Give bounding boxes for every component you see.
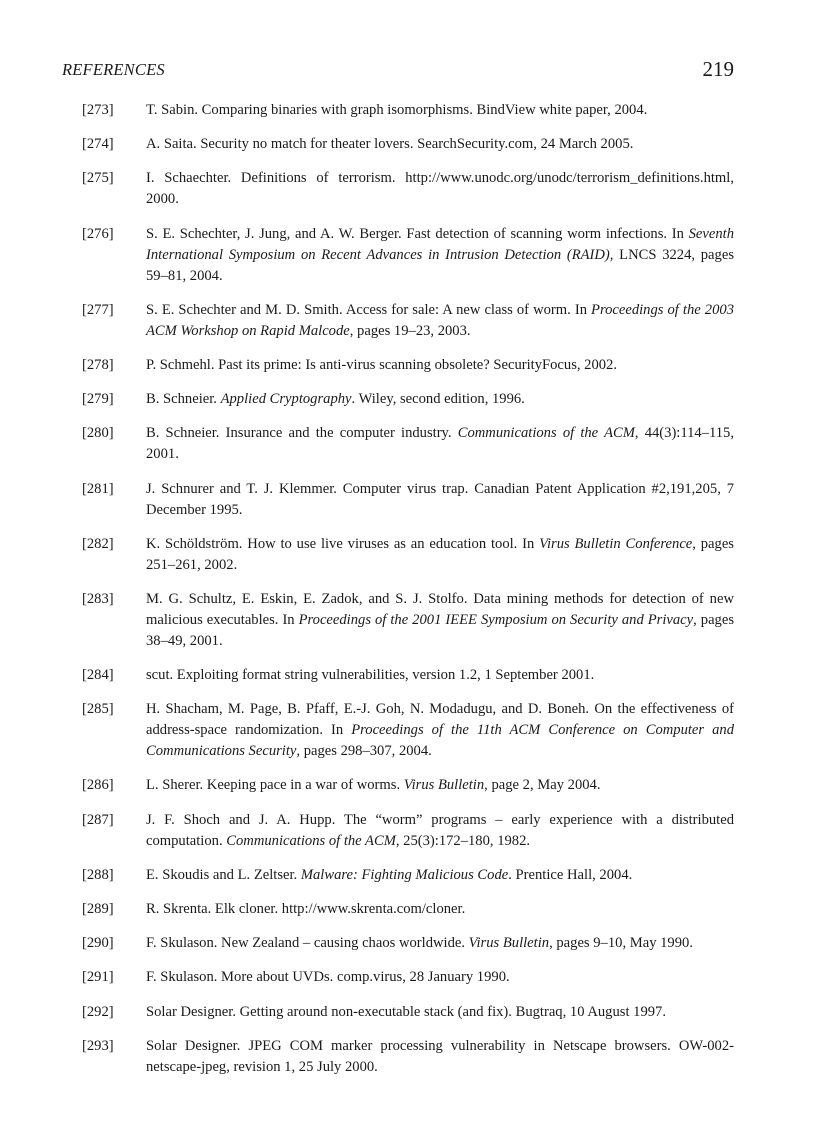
reference-entry [62,810,734,852]
reference-text [146,224,734,287]
reference-entry [62,423,734,465]
reference-entry [62,355,734,376]
reference-text-segment: E. Skoudis and L. Zeltser. [146,866,301,883]
reference-label: [291] [82,969,114,986]
reference-text-segment: , page 2, May 2004. [484,777,601,794]
reference-text-segment: , pages 19–23, 2003. [349,322,471,339]
reference-text [146,300,734,342]
reference-text-segment: Solar Designer. JPEG COM marker processing vulnerability in Netscape browsers. OW-002-netscape-jpeg, revision 1, 25 July 2000. [146,1037,734,1075]
reference-text-segment: B. Schneier. [146,391,221,408]
reference-text-segment: . Wiley, second edition, 1996. [351,391,525,408]
reference-label: [278] [82,356,114,373]
reference-entry [62,1002,734,1023]
reference-italic-title: Proceedings of the 2003 ACM Workshop on Rapid Malcode [146,301,734,339]
reference-text-segment: . Prentice Hall, 2004. [508,866,633,883]
reference-label: [280] [82,425,114,442]
reference-text-segment: scut. Exploiting format string vulnerabilities, version 1.2, 1 September 2001. [146,667,595,684]
reference-italic-title: Virus Bulletin [403,777,485,794]
reference-text-segment: S. E. Schechter and M. D. Smith. Access for sale: A new class of worm. In [146,301,592,318]
reference-label: [281] [82,480,114,497]
reference-entry [62,589,734,652]
reference-label: [284] [82,667,114,684]
reference-text-segment: R. Skrenta. Elk cloner. http://www.skrenta.com/cloner. [146,901,466,917]
reference-entry [62,300,734,342]
reference-entry [62,699,734,762]
reference-text-segment: M. G. Schultz, E. Eskin, E. Zadok, and S. J. Stolfo. Data mining methods for detection of new malicious executables. In [146,590,734,628]
reference-text-segment: H. Shacham, M. Page, B. Pfaff, E.-J. Goh, N. Modadugu, and D. Boneh. On the effectiveness of address-space randomization. In [146,701,734,739]
reference-text-segment: S. E. Schechter, J. Jung, and A. W. Berger. Fast detection of scanning worm infections. In [146,225,689,242]
reference-entry [62,534,734,576]
reference-text-segment: L. Sherer. Keeping pace in a war of worms. [146,777,404,794]
reference-label: [283] [82,590,114,607]
reference-text [146,810,734,852]
reference-text [146,899,734,920]
reference-text [146,534,734,576]
reference-text-segment: T. Sabin. Comparing binaries with graph isomorphisms. BindView white paper, 2004. [146,102,648,118]
reference-list [62,100,734,1091]
reference-text-segment: K. Schöldström. How to use live viruses as an education tool. In [146,535,540,552]
reference-text-segment: , 44(3):114–115, 2001. [146,425,734,463]
reference-label: [286] [82,777,114,794]
reference-entry [62,865,734,886]
reference-label: [288] [82,866,114,883]
page-number: 219 [702,57,734,81]
reference-italic-title: Virus Bulletin Conference [539,535,693,552]
reference-entry [62,933,734,954]
reference-italic-title: Malware: Fighting Malicious Code [300,866,509,883]
reference-text-segment: J. F. Shoch and J. A. Hupp. The “worm” programs – early experience with a distributed computation. [146,811,734,849]
reference-entry [62,134,734,155]
reference-text-segment: P. Schmehl. Past its prime: Is anti-virus scanning obsolete? SecurityFocus, 2002. [146,356,618,373]
reference-text-segment: , pages 38–49, 2001. [146,611,734,649]
reference-italic-title: Communications of the ACM [457,425,635,442]
reference-text [146,967,734,988]
reference-text [146,168,734,210]
reference-label: [276] [82,225,114,242]
reference-label: [292] [82,1003,114,1020]
reference-label: [287] [82,811,114,828]
reference-text [146,865,734,886]
section-title: REFERENCES [62,60,165,79]
reference-text-segment: , LNCS 3224, pages 59–81, 2004. [146,246,734,284]
reference-entry [62,224,734,287]
reference-entry [62,479,734,521]
reference-label: [289] [82,901,114,917]
reference-entry [62,899,734,920]
reference-label: [277] [82,301,114,318]
reference-italic-title: Proceedings of the 11th ACM Conference on Computer and Communications Security [146,722,735,760]
reference-italic-title: Seventh International Symposium on Recent Advances in Intrusion Detection (RAID) [146,225,734,263]
reference-label: [285] [82,701,114,718]
reference-text [146,1002,734,1023]
reference-text [146,665,734,686]
reference-text-segment: I. Schaechter. Definitions of terrorism. http://www.unodc.org/unodc/terrorism_definitions.html, 2000. [146,170,734,208]
reference-text-segment: B. Schneier. Insurance and the computer industry. [146,425,458,442]
reference-italic-title: Communications of the ACM [226,832,396,849]
reference-text [146,933,734,954]
running-header [62,57,734,86]
reference-text-segment: A. Saita. Security no match for theater lovers. SearchSecurity.com, 24 March 2005. [146,136,634,153]
reference-text [146,355,734,376]
reference-italic-title: Virus Bulletin [468,935,550,952]
reference-text [146,1036,734,1078]
reference-entry [62,389,734,410]
reference-text-segment: , pages 9–10, May 1990. [549,935,693,952]
reference-label: [290] [82,935,114,952]
reference-label: [293] [82,1037,114,1054]
reference-label: [273] [82,102,114,118]
reference-text [146,389,734,410]
reference-text [146,479,734,521]
reference-entry [62,775,734,796]
reference-entry [62,100,734,121]
reference-italic-title: Proceedings of the 2001 IEEE Symposium on Security and Privacy [298,611,694,628]
reference-label: [275] [82,170,114,187]
reference-text-segment: F. Skulason. New Zealand – causing chaos worldwide. [146,935,469,952]
reference-italic-title: Applied Cryptography [220,391,352,408]
reference-text-segment: , pages 251–261, 2002. [146,535,734,573]
reference-label: [274] [82,136,114,153]
reference-text-segment: F. Skulason. More about UVDs. comp.virus, 28 January 1990. [146,969,510,986]
reference-text [146,699,734,762]
reference-text [146,134,734,155]
reference-text [146,589,734,652]
reference-label: [279] [82,391,114,408]
reference-text-segment: J. Schnurer and T. J. Klemmer. Computer virus trap. Canadian Patent Application #2,191,205, 7 December 1995. [146,480,734,518]
reference-label: [282] [82,535,114,552]
reference-entry [62,665,734,686]
reference-entry [62,1036,734,1078]
reference-text-segment: , 25(3):172–180, 1982. [395,832,531,849]
reference-text-segment: , pages 298–307, 2004. [296,743,432,760]
reference-text-segment: Solar Designer. Getting around non-executable stack (and fix). Bugtraq, 10 August 1997. [146,1003,666,1020]
reference-text [146,100,734,121]
reference-text [146,775,734,796]
reference-entry [62,967,734,988]
reference-text [146,423,734,465]
reference-entry [62,168,734,210]
